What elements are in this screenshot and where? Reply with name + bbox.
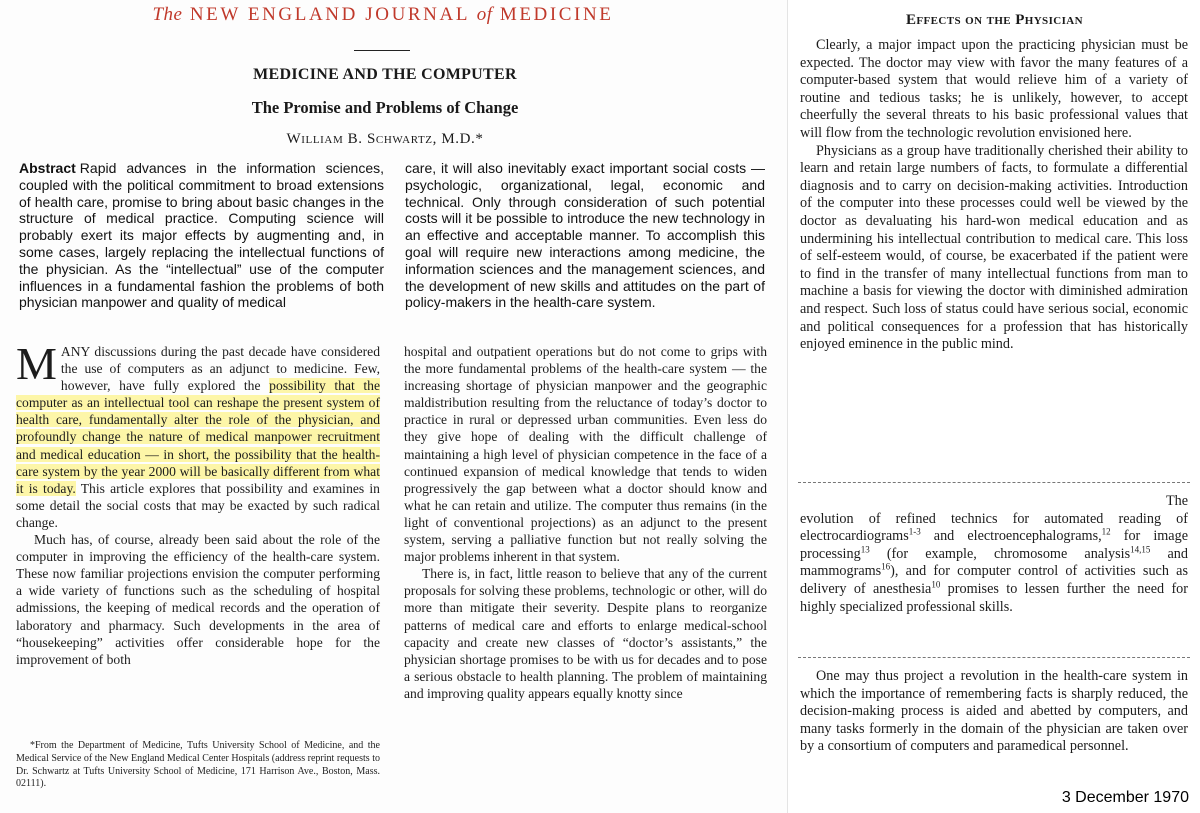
article-title: MEDICINE AND THE COMPUTER bbox=[253, 66, 517, 83]
excerpt-2-text-b: and electroencephalograms, bbox=[920, 528, 1102, 545]
excerpt-2-lead: The bbox=[1165, 493, 1188, 509]
excerpt-2-text-e: and mammograms bbox=[800, 545, 1188, 580]
citation-ref: 12 bbox=[1101, 526, 1111, 537]
paragraph-1-lead: ANY discussions during the past decade have considered the use of computers as an adjunct to medicine. Few, however, have fully explored the bbox=[60, 344, 380, 394]
excerpt-3 bbox=[800, 668, 1188, 756]
citation-ref: 1-3 bbox=[908, 526, 921, 537]
article-subtitle: The Promise and Problems of Change bbox=[251, 98, 519, 117]
excerpt-1 bbox=[800, 37, 1188, 354]
abstract-label: Abstract bbox=[19, 160, 76, 176]
excerpt-2 bbox=[800, 493, 1188, 616]
excerpt-2-text-d: (for example, chromosome analysis bbox=[869, 545, 1131, 562]
body-paragraph-2: Much has, of course, already been said about the role of the computer in improving the efficiency of the health-care system. These now familiar projections envision the computer performing a wide variety of functions such as the scheduling of hospital admissions, the keeping of medical records and the operation of laboratory and pharmacy. Such developments in the area of “housekeeping” activities offer considerable hope for the improvement of both bbox=[16, 532, 380, 667]
date-caption: 3 December 1970 bbox=[1061, 789, 1189, 806]
masthead-suffix: MEDICINE bbox=[499, 4, 614, 25]
body-column-1 bbox=[16, 338, 381, 668]
column-2-paragraph-1: hospital and outpatient operations but do not come to grips with the more fundamental problems of the health-care system — the increasing shortage of physician manpower and the geographic maldistribution resulting from the reluctance of today’s doctor to practice in rural or depressed urban communities. Even less do they give hope of dealing with the difficult challenge of maintaining a high level of physician competence in the face of a continued expansion of medical knowledge that tends to widen progressively the gap between what a doctor should know and what he can retain and utilize. The computer thus remains (in the light of conventional projections) as an adjunct to the present system, serving a palliative function but not really solving the major problems inherent in that system. bbox=[404, 344, 767, 565]
citation-ref: 14,15 bbox=[1130, 544, 1151, 555]
citation-ref: 16 bbox=[881, 561, 891, 572]
masthead-of: of bbox=[476, 4, 493, 25]
excerpt-2-text-g: promises to lessen further the need for highly specialized professional skills. bbox=[800, 580, 1188, 615]
abstract-text-1: Rapid advances in the information sciences, coupled with the political commitment to broad extensions of health care, promise to bring about basic changes in the structure of medical practice. Computing science will probably exert its major effects by augmenting and, in some cases, largely replacing the intellectual functions of the physician. As the “intellectual” use of the computer influences in a fundamental fashion the problems of both physician manpower and quality of medical bbox=[19, 160, 384, 311]
citation-ref: 13 bbox=[860, 544, 870, 555]
excerpt-separator-1 bbox=[798, 482, 1190, 483]
excerpt-1-paragraph-2: Physicians as a group have traditionally cherished their ability to learn and retain large numbers of facts, to formulate a differential diagnosis and to carry on decision-making activities. Introduction of the computer into these processes could well be viewed by the doctor as devaluating his hard-won medical education and as undermining his intellectual contribution to medical care. This loss of self-esteem would, of course, be exacerbated if the patient were to find in the transfer of many intellectual functions from man to machine a basis for viewing the doctor with diminished admiration and respect. Such loss of status could have serious social, economic and political consequences for a profession that has historically enjoyed eminence in the public mind. bbox=[800, 142, 1188, 353]
section-heading: Effects on the Physician bbox=[906, 12, 1083, 28]
excerpt-separator-2 bbox=[798, 657, 1190, 658]
excerpt-3-paragraph: One may thus project a revolution in the health-care system in which the importance of remembering facts is sharply reduced, the decision-making process is aided and abetted by computers, and many tasks formerly in the domain of the physician are taken over by a consortium of computers and paramedical personnel. bbox=[800, 668, 1188, 755]
excerpt-2-body bbox=[800, 511, 1188, 617]
drop-cap: M bbox=[16, 338, 57, 389]
footnote-text: *From the Department of Medicine, Tufts University School of Medicine, and the Medical Service of the New England Medical Center Hospitals (address reprint requests to Dr. Schwartz at Tufts University School of Medicine, 171 Harrison Ave., Boston, Mass. 02111). bbox=[16, 740, 380, 790]
excerpt-1-paragraph-1: Clearly, a major impact upon the practicing physician must be expected. The doctor may view with favor the many features of a computer-based system that would relieve him of a variety of routine and tedious tasks; he is unlikely, however, to accept cheerfully the several threats to his basic professional values that will flow from the technologic revolution envisioned here. bbox=[800, 37, 1188, 141]
abstract-column-2: care, it will also inevitably exact important social costs — psychologic, organizational, legal, economic and technical. Only through consideration of such potential costs will it be possible to introduce the new technology in an effective and acceptable manner. To accomplish this goal will require new interactions among medicine, the information sciences and the management sciences, and the development of new skills and attitudes on the part of policy-makers in the health-care system. bbox=[405, 160, 765, 311]
column-2-paragraph-2: There is, in fact, little reason to believe that any of the current proposals for solving these problems, technologic or other, will do more than mitigate their severity. Despite plans to reorganize patterns of medical care and efforts to enlarge medical-school capacity and create new classes of “doctor’s assistants,” the physician shortage promises to be with us for decades and to pose a serious obstacle to health planning. The problem of maintaining and improving quality appears equally knotty since bbox=[404, 566, 767, 701]
abstract-column-1 bbox=[19, 160, 384, 311]
body-paragraph-1 bbox=[16, 338, 381, 531]
masthead-name: NEW ENGLAND JOURNAL bbox=[189, 4, 470, 25]
citation-ref: 10 bbox=[931, 579, 941, 590]
title-divider bbox=[354, 50, 410, 51]
author-byline: William B. Schwartz, M.D.* bbox=[286, 131, 484, 147]
author-footnote bbox=[16, 740, 380, 791]
excerpt-2-text-a: evolution of refined technics for automated reading of electrocardiograms bbox=[800, 510, 1188, 545]
paragraph-1-tail: This article explores that possibility and examines in some detail the social costs that may be exacted by such radical change. bbox=[16, 480, 380, 530]
body-column-2 bbox=[404, 343, 767, 702]
right-page bbox=[787, 0, 1200, 813]
masthead-prefix: The bbox=[152, 4, 183, 25]
journal-masthead bbox=[148, 4, 618, 26]
excerpt-2-text-c: for image processing bbox=[800, 528, 1188, 562]
highlighted-passage: possibility that the computer as an intellectual tool can reshape the present system of health care, fundamentally alter the role of the physician, and profoundly change the nature of medical manpower recruitment and medical education — in short, the possibility that the health-care system by the year 2000 will be basically different from what it is today. bbox=[16, 378, 381, 496]
excerpt-2-text-f: ), and for computer control of activities such as delivery of anesthesia bbox=[800, 563, 1188, 597]
